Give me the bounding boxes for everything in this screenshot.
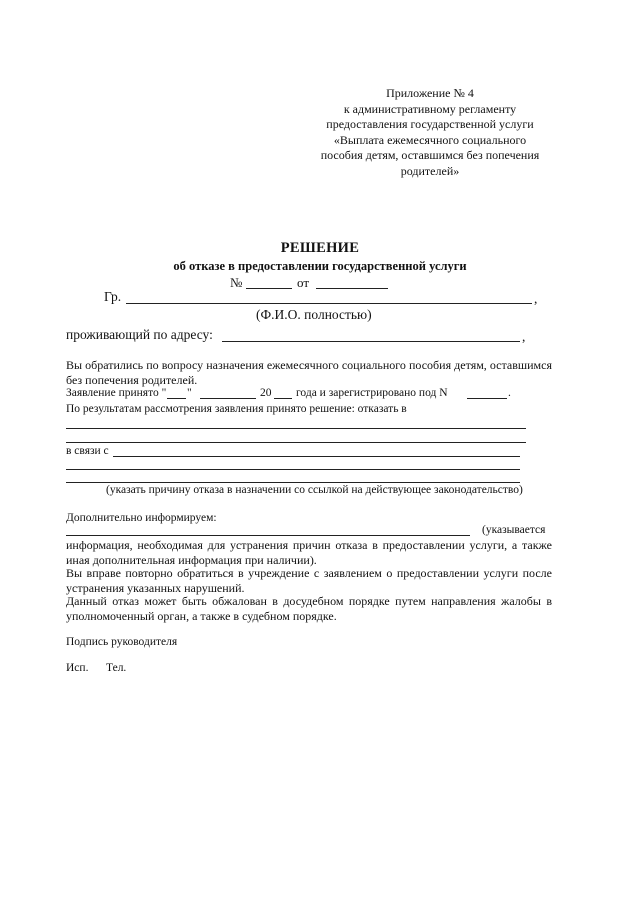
date-field[interactable] [316,288,388,289]
document-subtitle: об отказе в предоставлении государственной услуги [173,259,467,273]
appeal-text: Данный отказ может быть обжалован в досудебном порядке путем направления жалобы в уполномоченный орган, а также в судебном порядке. [66,594,552,623]
additional-heading: Дополнительно информируем: [66,512,217,524]
accepted-dot: . [508,387,511,399]
accepted-day-field[interactable] [167,398,186,399]
accepted-year-field[interactable] [274,398,292,399]
reapply-text: Вы вправе повторно обратиться в учреждение с заявлением о предоставлении услуги после устранения указанных нарушений. [66,566,552,595]
reason-hint: (указать причину отказа в назначении со ссылкой на действующее законодательство) [106,484,523,496]
annex-header [300,86,560,179]
additional-info-field[interactable] [66,535,470,536]
annex-line: к административному регламенту [343,101,517,116]
phone-label: Тел. [106,662,127,674]
reason-field-line-3[interactable] [66,482,520,483]
annex-line: «Выплата ежемесячного социального [333,132,527,147]
address-label: проживающий по адресу: [66,327,213,342]
reason-field-line-1[interactable] [113,456,520,457]
signature-label: Подпись руководителя [66,636,178,648]
reason-label: в связи с [66,445,109,457]
decision-field-line-1[interactable] [66,428,526,429]
appeal-paragraph: Вы обратились по вопросу назначения ежемесячного социального пособия детям, оставшимся без попечения родителей. [66,358,552,387]
executor-label: Исп. [66,662,89,674]
annex-line: пособия детям, оставшимся без попечения [320,148,540,162]
address-field[interactable] [222,341,520,342]
decision-field-line-2[interactable] [66,442,526,443]
decision-text: По результатам рассмотрения заявления принято решение: отказать в [66,403,407,415]
citizen-comma: , [534,291,538,306]
registration-number-field[interactable] [467,398,507,399]
fio-hint: (Ф.И.О. полностью) [256,307,372,322]
document-title: РЕШЕНИЕ [280,240,360,256]
citizen-name-field[interactable] [126,303,532,304]
accepted-prefix: Заявление принято " [66,387,167,399]
accepted-suffix: года и зарегистрировано под N [296,387,448,399]
annex-line: предоставления государственной услуги [326,117,534,131]
accepted-year-label: 20 [260,387,272,399]
accepted-month-field[interactable] [200,398,256,399]
citizen-label: Гр. [104,289,122,304]
reason-field-line-2[interactable] [66,469,520,470]
additional-hint-start: (указывается [482,524,546,536]
number-label: № [230,275,243,290]
date-label: от [297,275,310,290]
annex-line: Приложение № 4 [386,86,474,100]
accepted-quote: " [187,387,192,399]
number-field[interactable] [246,288,292,289]
annex-line: родителей» [400,163,460,178]
additional-hint-rest: информация, необходимая для устранения причин отказа в предоставлении услуги, а также иная дополнительная информация при наличии). [66,538,552,567]
address-comma: , [522,329,526,344]
